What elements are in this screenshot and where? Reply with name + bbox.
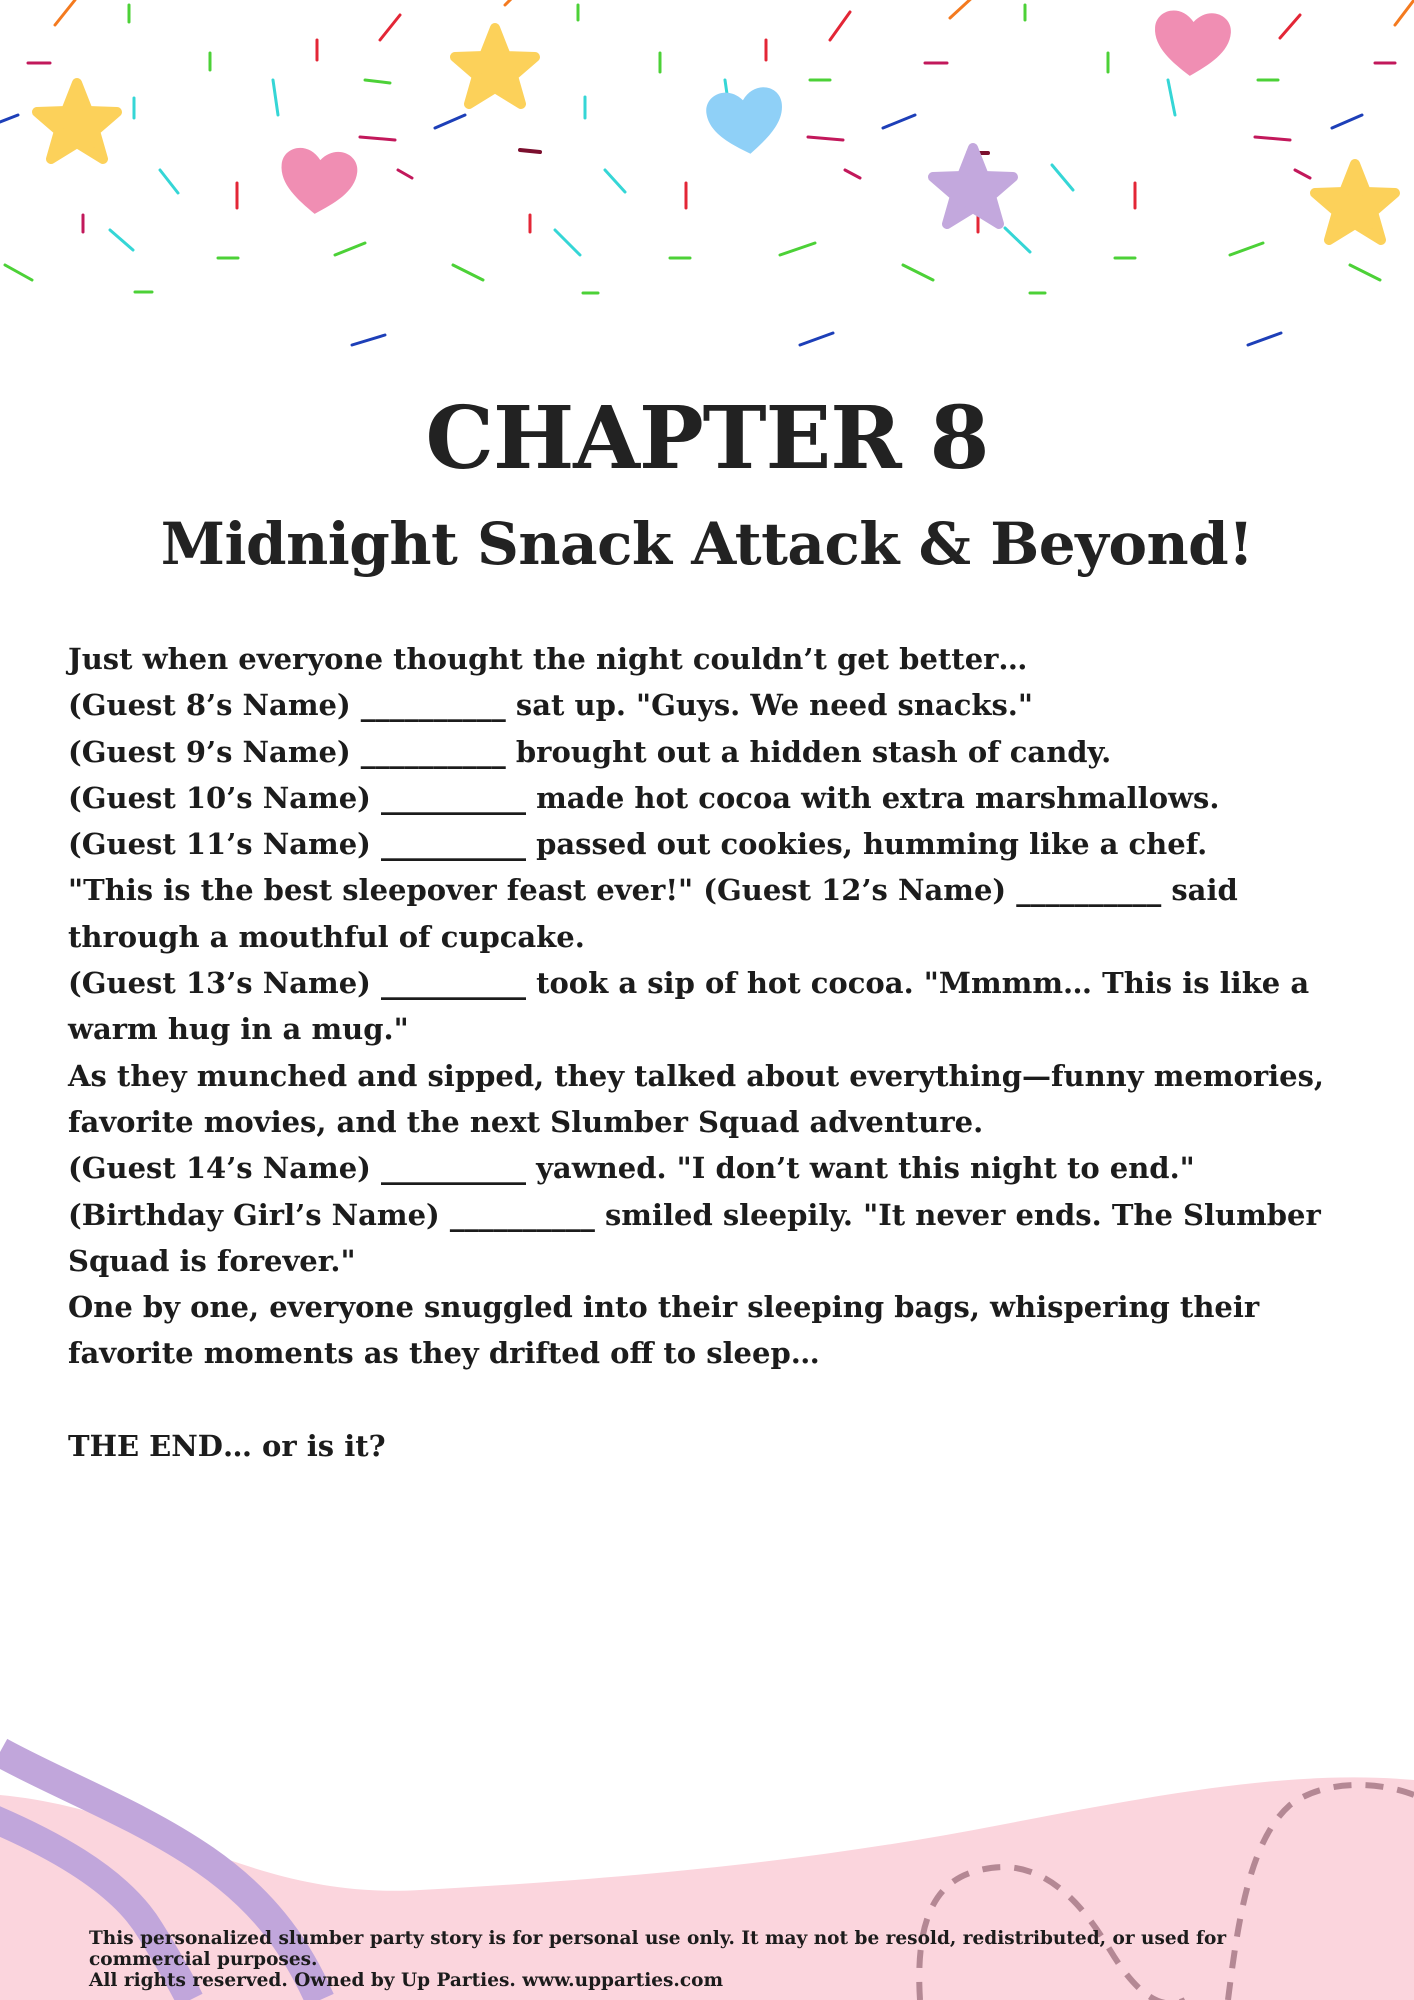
story-paragraph: (Guest 11’s Name) __________ passed out cookies, humming like a chef. [68, 827, 1208, 862]
story-paragraph: (Guest 9’s Name) __________ brought out a hidden stash of candy. [68, 734, 1112, 769]
heart-icon [277, 146, 359, 218]
star-icon [455, 28, 535, 104]
confetti-header-decoration [0, 0, 1414, 360]
footer-disclaimer [89, 1928, 1349, 1991]
story-paragraph: (Birthday Girl’s Name) __________ smiled sleepily. "It never ends. The Slumber Squad is forever." [68, 1197, 1321, 1278]
story-paragraph: "This is the best sleepover feast ever!" (Guest 12’s Name) __________ said through a mouthful of cupcake. [68, 873, 1238, 954]
star-icon [37, 83, 117, 159]
story-paragraph: (Guest 8’s Name) __________ sat up. "Guys. We need snacks." [68, 688, 1033, 723]
chapter-title: CHAPTER 8 [425, 388, 989, 489]
story-paragraph: (Guest 10’s Name) __________ made hot cocoa with extra marshmallows. [68, 780, 1220, 815]
story-ending: THE END… or is it? [68, 1428, 386, 1463]
footer-line: All rights reserved. Owned by Up Parties. www.upparties.com [89, 1970, 724, 1991]
heart-icon [1152, 9, 1232, 78]
chapter-subtitle: Midnight Snack Attack & Beyond! [160, 510, 1254, 578]
story-body [68, 636, 1358, 1469]
story-paragraph: Just when everyone thought the night couldn’t get better… [68, 642, 1028, 676]
footer-line: This personalized slumber party story is for personal use only. It may not be resold, redistributed, or used for commercial purposes. [89, 1928, 1227, 1970]
paragraph-spacer [68, 1377, 1358, 1423]
star-icon [933, 148, 1013, 224]
story-paragraph: (Guest 14’s Name) __________ yawned. "I don’t want this night to end." [68, 1151, 1195, 1186]
story-paragraph: (Guest 13’s Name) __________ took a sip of hot cocoa. "Mmmm… This is like a warm hug in a mug." [68, 966, 1310, 1047]
story-paragraph: One by one, everyone snuggled into their sleeping bags, whispering their favorite moments as they drifted off to sleep… [68, 1290, 1260, 1371]
story-paragraph: As they munched and sipped, they talked about everything—funny memories, favorite movies, and the next Slumber Squad adventure. [68, 1058, 1325, 1139]
heart-icon [704, 85, 788, 159]
star-icon [1315, 164, 1395, 240]
